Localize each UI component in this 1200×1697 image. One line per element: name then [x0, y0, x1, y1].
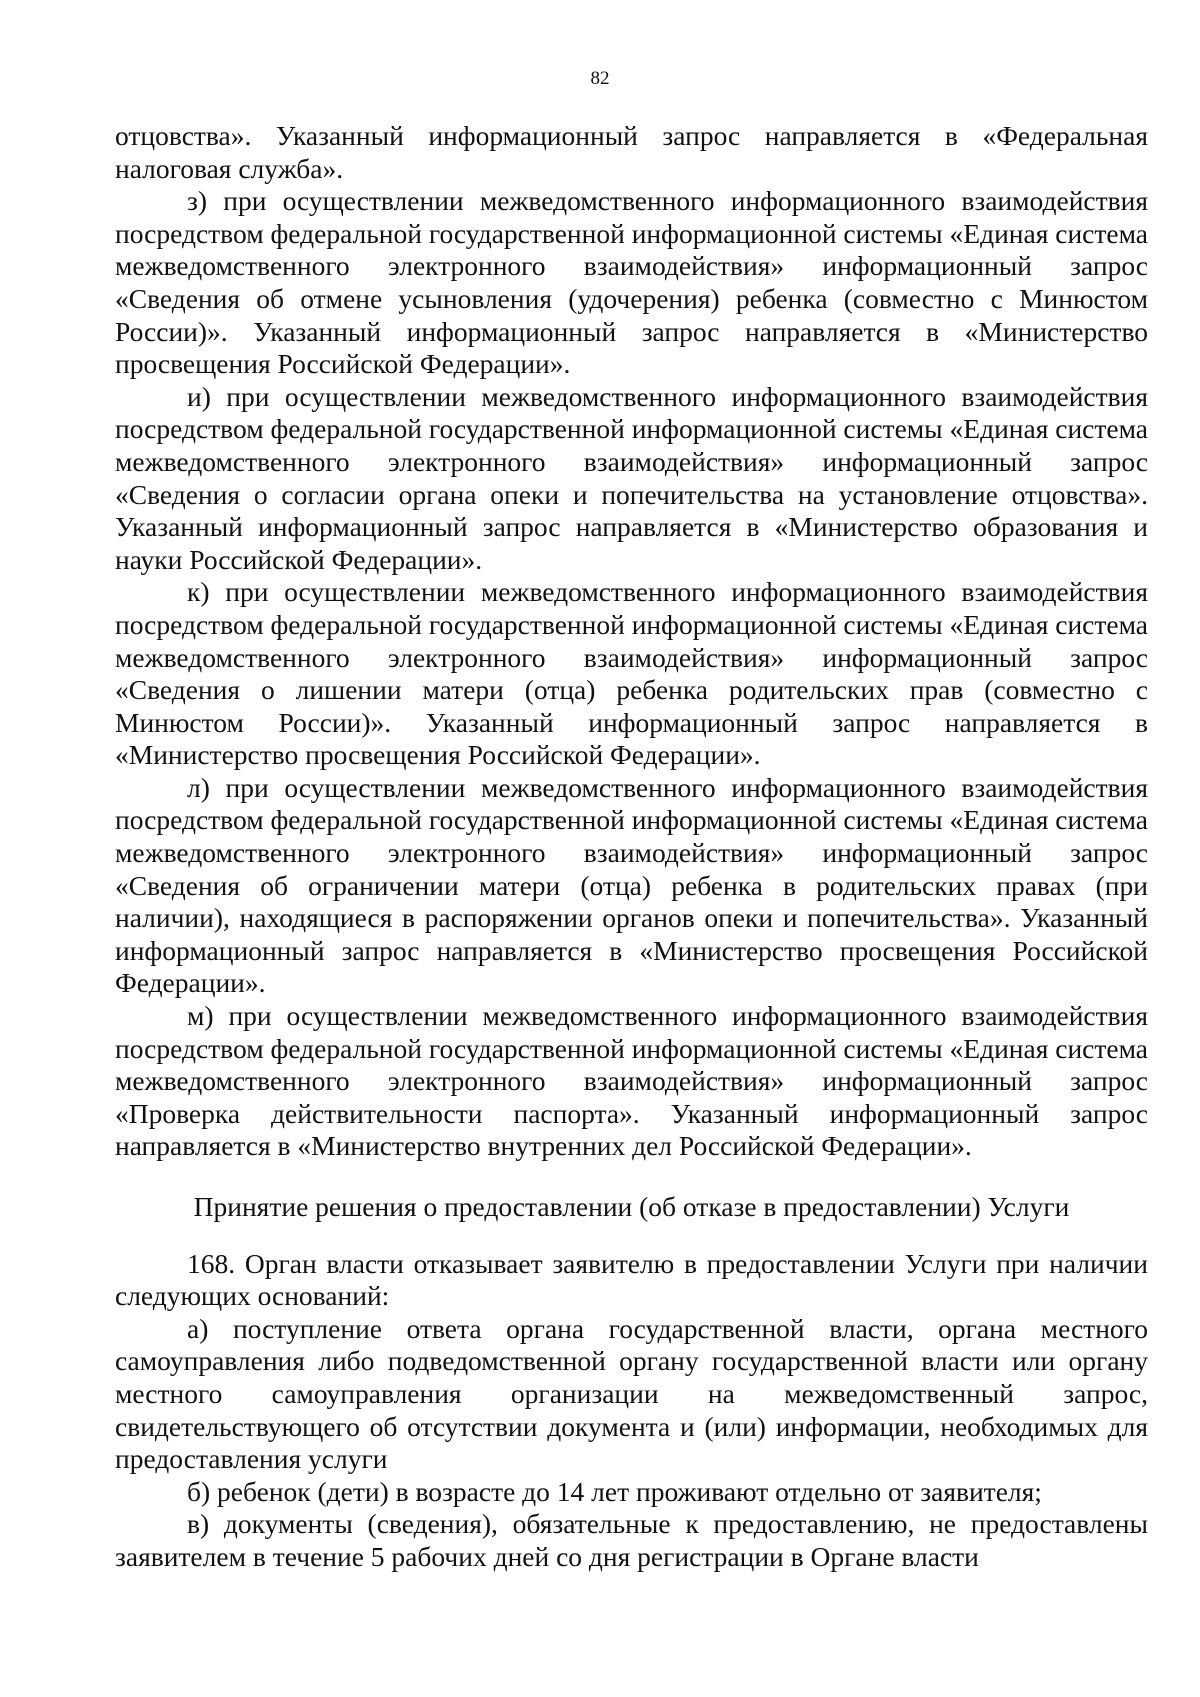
paragraph-item-l: л) при осуществлении межведомственного информационного взаимодействия посредством федеральной государственной информационной системы «Единая система межведомственного электронного взаимодействия» информационный запрос «Сведения об ограничении матери (отца) ребенка в родительских правах (при наличии), находящиеся в распоряжении органов опеки и попечительства». Указанный информационный запрос направляется в «Министерство просвещения Российской Федерации». [115, 771, 1149, 999]
paragraph-item-k: к) при осуществлении межведомственного информационного взаимодействия посредством федеральной государственной информационной системы «Единая система межведомственного электронного взаимодействия» информационный запрос «Сведения о лишении матери (отца) ребенка родительских прав (совместно с Минюстом России)». Указанный информационный запрос направляется в «Министерство просвещения Российской Федерации». [115, 576, 1149, 771]
paragraph-item-v: в) документы (сведения), обязательные к предоставлению, не предоставлены заявителем в течение 5 рабочих дней со дня регистрации в Органе власти [115, 1508, 1148, 1572]
paragraph-item-m: м) при осуществлении межведомственного информационного взаимодействия посредством федеральной государственной информационной системы «Единая система межведомственного электронного взаимодействия» информационный запрос «Проверка действительности паспорта». Указанный информационный запрос направляется в «Министерство внутренних дел Российской Федерации». [115, 1000, 1149, 1162]
document-body [115, 120, 1148, 1574]
paragraph-item-i: и) при осуществлении межведомственного информационного взаимодействия посредством федеральной государственной информационной системы «Единая система межведомственного электронного взаимодействия» информационный запрос «Сведения о согласии органа опеки и попечительства на установление отцовства». Указанный информационный запрос направляется в «Министерство образования и науки Российской Федерации». [115, 380, 1149, 575]
paragraph-item-b: б) ребенок (дети) в возрасте до 14 лет проживают отдельно от заявителя; [187, 1475, 1042, 1507]
page-number: 82 [590, 68, 610, 89]
paragraph-168: 168. Орган власти отказывает заявителю в предоставлении Услуги при наличии следующих оснований: [115, 1247, 1148, 1312]
section-heading: Принятие решения о предоставлении (об отказе в предоставлении) Услуги [193, 1191, 1070, 1222]
paragraph-continuation: отцовства». Указанный информационный запрос направляется в «Федеральная налоговая служба». [115, 120, 1148, 184]
paragraph-item-a: а) поступление ответа органа государственной власти, органа местного самоуправления либо подведомственной органу государственной власти или органу местного самоуправления организации на межведомственный запрос, свидетельствующего об отсутствии документа и (или) информации, необходимых для предоставления услуги [115, 1312, 1148, 1475]
paragraph-item-z: з) при осуществлении межведомственного информационного взаимодействия посредством федеральной государственной информационной системы «Единая система межведомственного электронного взаимодействия» информационный запрос «Сведения об отмене усыновления (удочерения) ребенка (совместно с Минюстом России)». Указанный информационный запрос направляется в «Министерство просвещения Российской Федерации». [115, 185, 1149, 380]
